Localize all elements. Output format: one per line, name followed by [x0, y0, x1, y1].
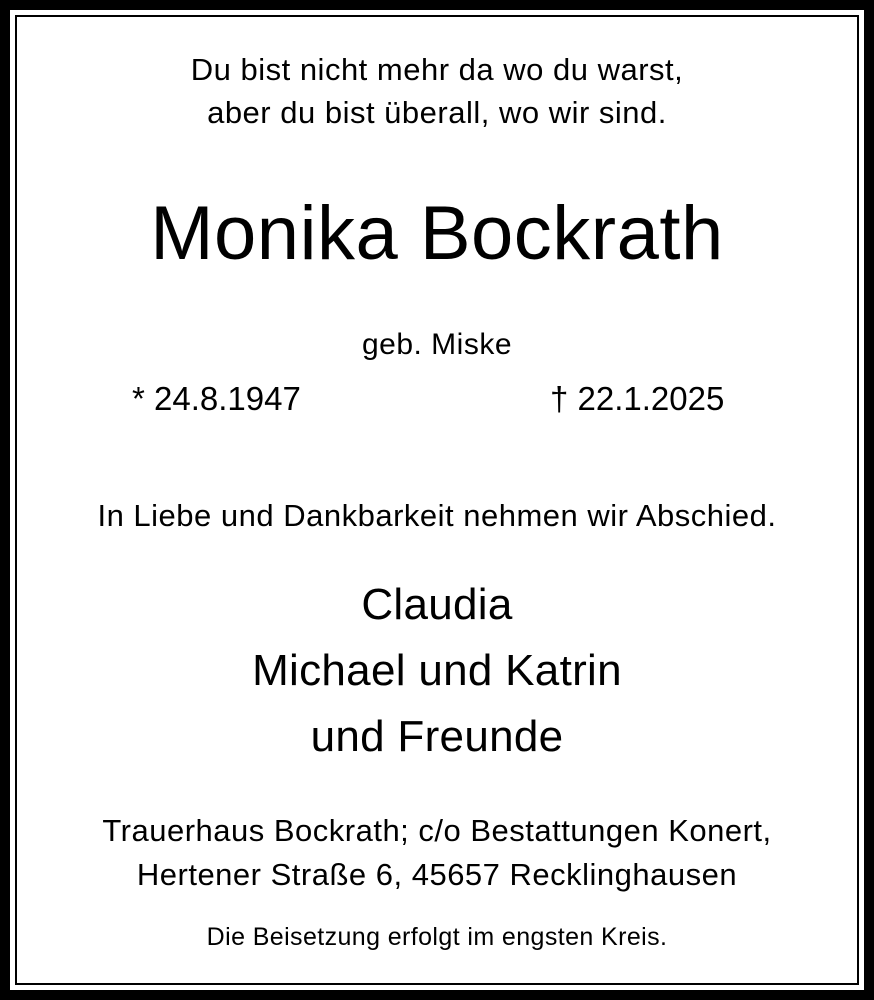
address-line-1: Trauerhaus Bockrath; c/o Bestattungen Konert,	[102, 813, 772, 848]
birth-date: * 24.8.1947	[132, 380, 301, 417]
address-line-2: Hertener Straße 6, 45657 Recklinghausen	[136, 857, 738, 892]
mourner-name: Michael und Katrin	[252, 646, 622, 695]
mourner-name: Claudia	[361, 580, 513, 629]
verse-line-2: aber du bist überall, wo wir sind.	[207, 95, 667, 130]
funeral-note: Die Beisetzung erfolgt im engsten Kreis.	[206, 923, 668, 951]
mourner-name: und Freunde	[310, 712, 564, 761]
verse-line-1: Du bist nicht mehr da wo du warst,	[190, 52, 684, 87]
farewell-text: In Liebe und Dankbarkeit nehmen wir Abschied.	[97, 498, 777, 533]
death-date: † 22.1.2025	[550, 380, 725, 417]
maiden-name: geb. Miske	[361, 328, 513, 361]
deceased-name: Monika Bockrath	[150, 191, 724, 276]
